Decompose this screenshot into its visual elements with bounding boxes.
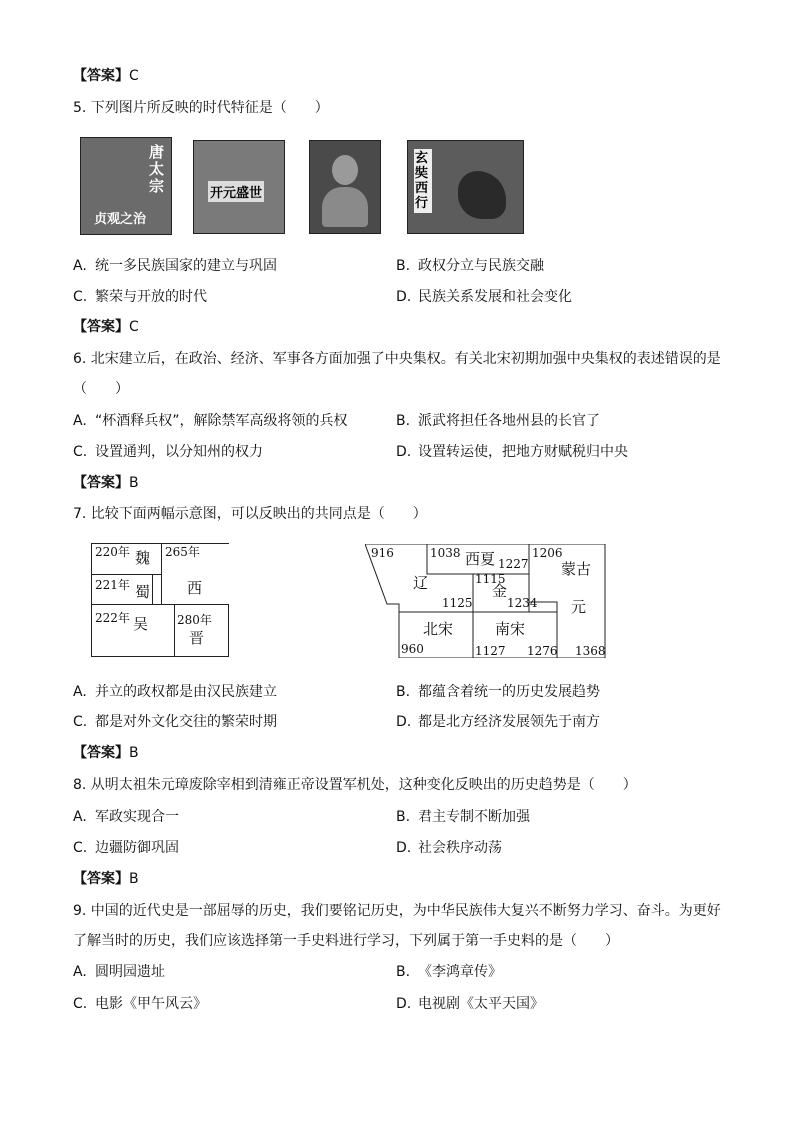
option-b[interactable]: B. 君主专制不断加强 bbox=[396, 809, 530, 825]
answer-line: 【答案】B bbox=[73, 871, 139, 887]
option-c[interactable]: C. 都是对外文化交往的繁荣时期 bbox=[73, 714, 277, 730]
option-b[interactable]: B. 都蕴含着统一的历史发展趋势 bbox=[396, 684, 600, 700]
answer-value: C bbox=[129, 68, 139, 84]
portrait-body-icon bbox=[322, 187, 368, 227]
question-stem: 9. 中国的近代史是一部屈辱的历史，我们要铭记历史，为中华民族伟大复兴不断努力学习、奋斗。为更好 bbox=[73, 903, 721, 919]
answer-line: 【答案】B bbox=[73, 745, 139, 761]
image-tang-taizong bbox=[80, 137, 172, 235]
image-caption: 开元盛世 bbox=[208, 181, 264, 202]
answer-line bbox=[73, 67, 139, 85]
image-kaiyuan bbox=[193, 140, 285, 234]
answer-line: 【答案】B bbox=[73, 475, 139, 491]
option-b[interactable]: B. 《李鸿章传》 bbox=[396, 964, 502, 980]
option-c[interactable]: C. 设置通判，以分知州的权力 bbox=[73, 444, 263, 460]
portrait-head-icon bbox=[332, 155, 358, 185]
image-portrait bbox=[309, 140, 381, 234]
option-d[interactable]: D. 民族关系发展和社会变化 bbox=[396, 289, 572, 305]
diagram-song-liao-jin: 916 辽 1125 960 北宋 1038 西夏 1227 1115 金 1234 1206 蒙古 元 1368 南宋 1127 1276 bbox=[365, 544, 607, 658]
image-title: 唐太宗 bbox=[149, 143, 165, 195]
horse-rider-icon bbox=[458, 171, 506, 219]
image-caption: 贞观之治 bbox=[94, 212, 147, 227]
image-title: 玄奘西行 bbox=[414, 149, 432, 213]
question-stem: 6. 北宋建立后，在政治、经济、军事各方面加强了中央集权。有关北宋初期加强中央集权的表述错误的是 bbox=[73, 351, 721, 367]
option-c[interactable]: C. 边疆防御巩固 bbox=[73, 840, 179, 856]
option-c[interactable]: C. 繁荣与开放的时代 bbox=[73, 289, 207, 305]
question-stem: 8. 从明太祖朱元璋废除宰相到清雍正帝设置军机处，这种变化反映出的历史趋势是（ ） bbox=[73, 777, 637, 793]
option-a[interactable]: A. 统一多民族国家的建立与巩固 bbox=[73, 258, 277, 274]
answer-line: 【答案】C bbox=[73, 319, 139, 335]
option-b[interactable]: B. 政权分立与民族交融 bbox=[396, 258, 544, 274]
option-c[interactable]: C. 电影《甲午风云》 bbox=[73, 996, 207, 1012]
option-d[interactable]: D. 社会秩序动荡 bbox=[396, 840, 502, 856]
answer-tag: 【答案】 bbox=[73, 68, 129, 84]
option-a[interactable]: A. 并立的政权都是由汉民族建立 bbox=[73, 684, 277, 700]
option-b[interactable]: B. 派武将担任各地州县的长官了 bbox=[396, 413, 600, 429]
question-stem: 5. 下列图片所反映的时代特征是（ ） bbox=[73, 100, 329, 116]
option-a[interactable]: A. 圆明园遗址 bbox=[73, 964, 165, 980]
option-d[interactable]: D. 都是北方经济发展领先于南方 bbox=[396, 714, 600, 730]
question-stem-cont: 了解当时的历史，我们应该选择第一手史料进行学习，下列属于第一手史料的是（ ） bbox=[73, 933, 619, 949]
option-a[interactable]: A. “杯酒释兵权”，解除禁军高级将领的兵权 bbox=[73, 413, 348, 429]
option-a[interactable]: A. 军政实现合一 bbox=[73, 809, 179, 825]
option-d[interactable]: D. 电视剧《太平天国》 bbox=[396, 996, 544, 1012]
option-d[interactable]: D. 设置转运使，把地方财赋税归中央 bbox=[396, 444, 628, 460]
question-stem: 7. 比较下面两幅示意图，可以反映出的共同点是（ ） bbox=[73, 506, 427, 522]
diagram-three-kingdoms: 220年 魏 265年 西 221年 蜀 222年 吴 280年 晋 bbox=[91, 543, 231, 657]
question-stem-cont: （ ） bbox=[73, 381, 129, 397]
image-xuanzang bbox=[407, 140, 524, 234]
